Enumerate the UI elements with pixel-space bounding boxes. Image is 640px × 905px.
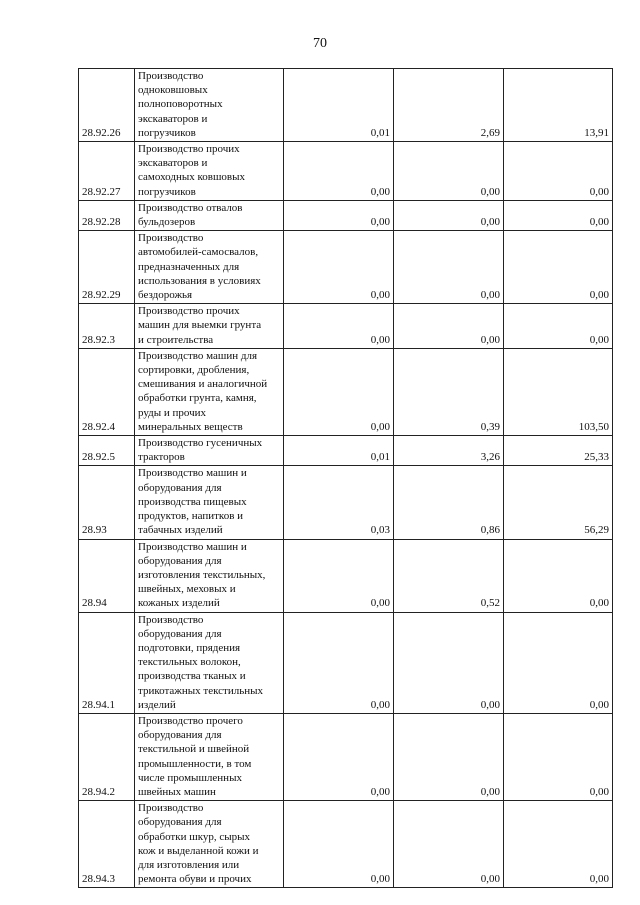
row-value-v3: 0,00 — [504, 713, 613, 800]
row-name-line: и строительства — [138, 333, 214, 346]
row-name-line: кож и выделанной кожи и — [138, 844, 259, 857]
row-name-line: погрузчиков — [138, 126, 196, 139]
table-row — [79, 200, 613, 230]
row-name-line: тракторов — [138, 451, 185, 464]
row-value-v2: 0,00 — [394, 801, 504, 888]
row-name-line: подготовки, прядения — [138, 641, 241, 654]
row-name-line: смешивания и аналогичной — [138, 378, 268, 391]
row-name-line: бездорожья — [138, 289, 193, 302]
row-name-line: производства пищевых — [138, 495, 247, 508]
row-name-line: оборудования для — [138, 816, 222, 829]
row-name — [135, 231, 284, 304]
row-name-line: промышленности, в том — [138, 757, 252, 770]
row-value-v1: 0,00 — [284, 801, 394, 888]
row-name-line: оборудования для — [138, 627, 222, 640]
row-value-v2: 0,00 — [394, 200, 504, 230]
row-value-v1: 0,00 — [284, 713, 394, 800]
row-name-line: минеральных веществ — [138, 420, 243, 433]
table-row — [79, 348, 613, 435]
row-code: 28.92.27 — [79, 142, 135, 201]
row-code: 28.92.3 — [79, 304, 135, 349]
row-name-line: оборудования для — [138, 554, 222, 567]
table-row — [79, 612, 613, 713]
row-value-v1: 0,00 — [284, 231, 394, 304]
row-name-line: производства тканых и — [138, 670, 246, 683]
row-name-line: руды и прочих — [138, 406, 207, 419]
row-value-v3: 0,00 — [504, 231, 613, 304]
table-row — [79, 142, 613, 201]
row-value-v1: 0,00 — [284, 539, 394, 612]
row-name-line: бульдозеров — [138, 216, 196, 229]
row-name-line: Производство прочих — [138, 143, 240, 156]
row-name-line: Производство машин для — [138, 349, 258, 362]
row-name-line: машин для выемки грунта — [138, 319, 262, 332]
row-name-line: оборудования для — [138, 481, 222, 494]
row-code: 28.92.5 — [79, 436, 135, 466]
row-name-line: Производство — [138, 232, 204, 245]
row-name-line: экскаваторов и — [138, 157, 208, 170]
row-name-line: предназначенных для — [138, 260, 240, 273]
row-name-line: Производство — [138, 802, 204, 815]
row-code: 28.94.3 — [79, 801, 135, 888]
table-row — [79, 231, 613, 304]
table-row — [79, 304, 613, 349]
row-name-line: обработки шкур, сырых — [138, 830, 251, 843]
row-value-v2: 0,00 — [394, 612, 504, 713]
page-number: 70 — [313, 36, 327, 51]
row-value-v3: 0,00 — [504, 142, 613, 201]
row-name-line: Производство прочего — [138, 714, 243, 727]
row-name-line: обработки грунта, камня, — [138, 392, 257, 405]
row-name — [135, 200, 284, 230]
row-code: 28.94 — [79, 539, 135, 612]
row-name-line: сортировки, дробления, — [138, 364, 250, 377]
row-name — [135, 436, 284, 466]
row-code: 28.92.28 — [79, 200, 135, 230]
row-name — [135, 713, 284, 800]
row-name-line: текстильной и швейной — [138, 743, 250, 756]
row-value-v3: 0,00 — [504, 612, 613, 713]
row-value-v3: 0,00 — [504, 304, 613, 349]
row-name-line: использования в условиях — [138, 274, 261, 287]
row-value-v2: 2,69 — [394, 69, 504, 142]
table-row — [79, 539, 613, 612]
row-name — [135, 348, 284, 435]
table-row — [79, 713, 613, 800]
row-name-line: Производство машин и — [138, 540, 247, 553]
row-name-line: изделий — [138, 698, 176, 711]
row-code: 28.93 — [79, 466, 135, 539]
row-name — [135, 539, 284, 612]
row-name-line: швейных машин — [138, 785, 216, 798]
row-value-v3: 103,50 — [504, 348, 613, 435]
row-name-line: Производство — [138, 70, 204, 82]
row-value-v1: 0,01 — [284, 69, 394, 142]
row-value-v3: 0,00 — [504, 801, 613, 888]
row-value-v3: 25,33 — [504, 436, 613, 466]
row-name-line: Производство отвалов — [138, 201, 243, 214]
row-code: 28.92.29 — [79, 231, 135, 304]
data-table — [78, 68, 613, 888]
row-value-v2: 0,39 — [394, 348, 504, 435]
row-name-line: экскаваторов и — [138, 112, 208, 125]
row-name-line: продуктов, напитков и — [138, 510, 244, 523]
row-name-line: Производство гусеничных — [138, 437, 263, 450]
row-value-v3: 0,00 — [504, 200, 613, 230]
row-name — [135, 801, 284, 888]
row-name — [135, 142, 284, 201]
row-value-v2: 0,00 — [394, 231, 504, 304]
table-body — [79, 69, 613, 888]
row-code: 28.92.26 — [79, 69, 135, 142]
row-value-v2: 3,26 — [394, 436, 504, 466]
row-value-v2: 0,00 — [394, 142, 504, 201]
row-value-v1: 0,03 — [284, 466, 394, 539]
row-name-line: изготовления текстильных, — [138, 568, 266, 581]
row-name — [135, 69, 284, 142]
table-row — [79, 69, 613, 142]
table-row — [79, 466, 613, 539]
row-code: 28.92.4 — [79, 348, 135, 435]
row-name-line: трикотажных текстильных — [138, 684, 264, 697]
row-name-line: оборудования для — [138, 729, 222, 742]
row-value-v2: 0,86 — [394, 466, 504, 539]
row-name-line: числе промышленных — [138, 771, 242, 784]
row-code: 28.94.1 — [79, 612, 135, 713]
row-name — [135, 612, 284, 713]
table-row — [79, 801, 613, 888]
row-name-line: Производство прочих — [138, 305, 240, 318]
row-value-v3: 56,29 — [504, 466, 613, 539]
row-name-line: Производство — [138, 613, 204, 626]
row-value-v2: 0,00 — [394, 304, 504, 349]
row-value-v2: 0,52 — [394, 539, 504, 612]
table-row — [79, 436, 613, 466]
row-value-v1: 0,00 — [284, 142, 394, 201]
row-value-v1: 0,00 — [284, 304, 394, 349]
row-name-line: ремонта обуви и прочих — [138, 873, 252, 886]
row-name-line: полноповоротных — [138, 98, 223, 111]
row-name-line: кожаных изделий — [138, 597, 220, 610]
row-name-line: Производство машин и — [138, 467, 247, 480]
row-code: 28.94.2 — [79, 713, 135, 800]
row-name — [135, 304, 284, 349]
row-name — [135, 466, 284, 539]
row-name-line: одноковшовых — [138, 84, 208, 97]
row-name-line: для изготовления или — [138, 858, 240, 871]
row-name-line: погрузчиков — [138, 185, 196, 198]
row-name-line: табачных изделий — [138, 524, 223, 537]
row-value-v1: 0,00 — [284, 348, 394, 435]
row-value-v2: 0,00 — [394, 713, 504, 800]
row-value-v1: 0,00 — [284, 612, 394, 713]
row-name-line: швейных, меховых и — [138, 583, 236, 596]
row-name-line: самоходных ковшовых — [138, 171, 246, 184]
row-value-v3: 13,91 — [504, 69, 613, 142]
row-value-v1: 0,00 — [284, 200, 394, 230]
row-name-line: автомобилей-самосвалов, — [138, 246, 259, 259]
row-value-v1: 0,01 — [284, 436, 394, 466]
row-name-line: текстильных волокон, — [138, 656, 241, 669]
row-value-v3: 0,00 — [504, 539, 613, 612]
